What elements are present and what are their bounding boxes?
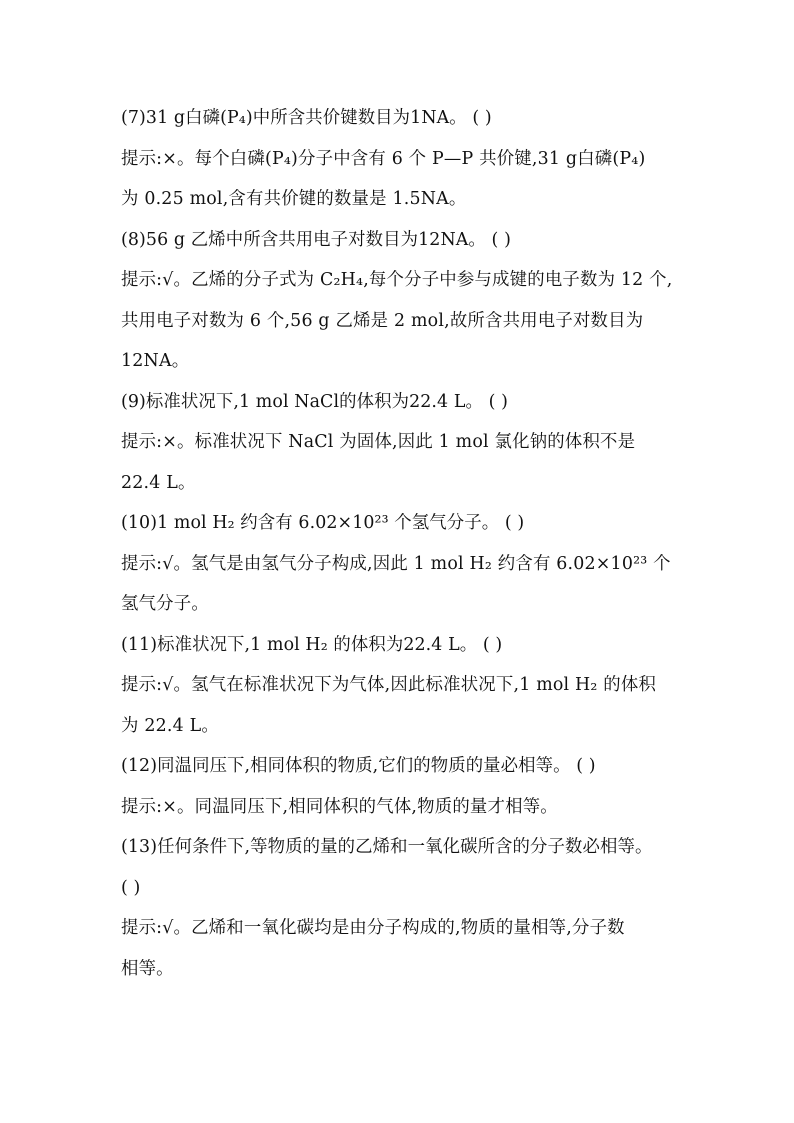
question-10: (10)1 mol H₂ 约含有 6.02×10²³ 个氢气分子。 ( ) [121,513,525,533]
question-13: (13)任何条件下,等物质的量的乙烯和一氧化碳所含的分子数必相等。 [121,837,653,857]
hint-7-line-1: 提示:×。每个白磷(P₄)分子中含有 6 个 P—P 共价键,31 g白磷(P₄) [121,148,646,169]
hint-10-line-1: 提示:√。氢气是由氢气分子构成,因此 1 mol H₂ 约含有 6.02×10²³ 个 [121,553,671,574]
question-12: (12)同温同压下,相同体积的物质,它们的物质的量必相等。 ( ) [121,756,596,776]
question-8: (8)56 g 乙烯中所含共用电子对数目为12NA。 ( ) [121,229,511,250]
hint-13-line-1: 提示:√。乙烯和一氧化碳均是由分子构成的,物质的量相等,分子数 [121,918,625,938]
document-body [121,98,681,989]
hint-8-line-2: 共用电子对数为 6 个,56 g 乙烯是 2 mol,故所含共用电子对数目为 [121,310,644,331]
hint-11-line-1: 提示:√。氢气在标准状况下为气体,因此标准状况下,1 mol H₂ 的体积 [121,675,657,695]
hint-9-line-2: 22.4 L。 [121,472,196,493]
hint-12-line-1: 提示:×。同温同压下,相同体积的气体,物质的量才相等。 [121,796,558,817]
hint-11-line-2: 为 22.4 L。 [121,715,219,736]
question-9: (9)标准状况下,1 mol NaCl的体积为22.4 L。 ( ) [121,391,508,412]
hint-7-line-2: 为 0.25 mol,含有共价键的数量是 1.5NA。 [121,189,467,209]
hint-10-line-2: 氢气分子。 [121,594,209,614]
hint-8-line-1: 提示:√。乙烯的分子式为 C₂H₄,每个分子中参与成键的电子数为 12 个, [121,270,673,290]
question-13-blank: ( ) [121,877,141,898]
hint-9-line-1: 提示:×。标准状况下 NaCl 为固体,因此 1 mol 氯化钠的体积不是 [121,432,636,452]
hint-8-line-3: 12NA。 [121,351,190,371]
hint-13-line-2: 相等。 [121,958,174,979]
question-11: (11)标准状况下,1 mol H₂ 的体积为22.4 L。 ( ) [121,634,503,655]
question-7: (7)31 g白磷(P₄)中所含共价键数目为1NA。 ( ) [121,108,492,128]
